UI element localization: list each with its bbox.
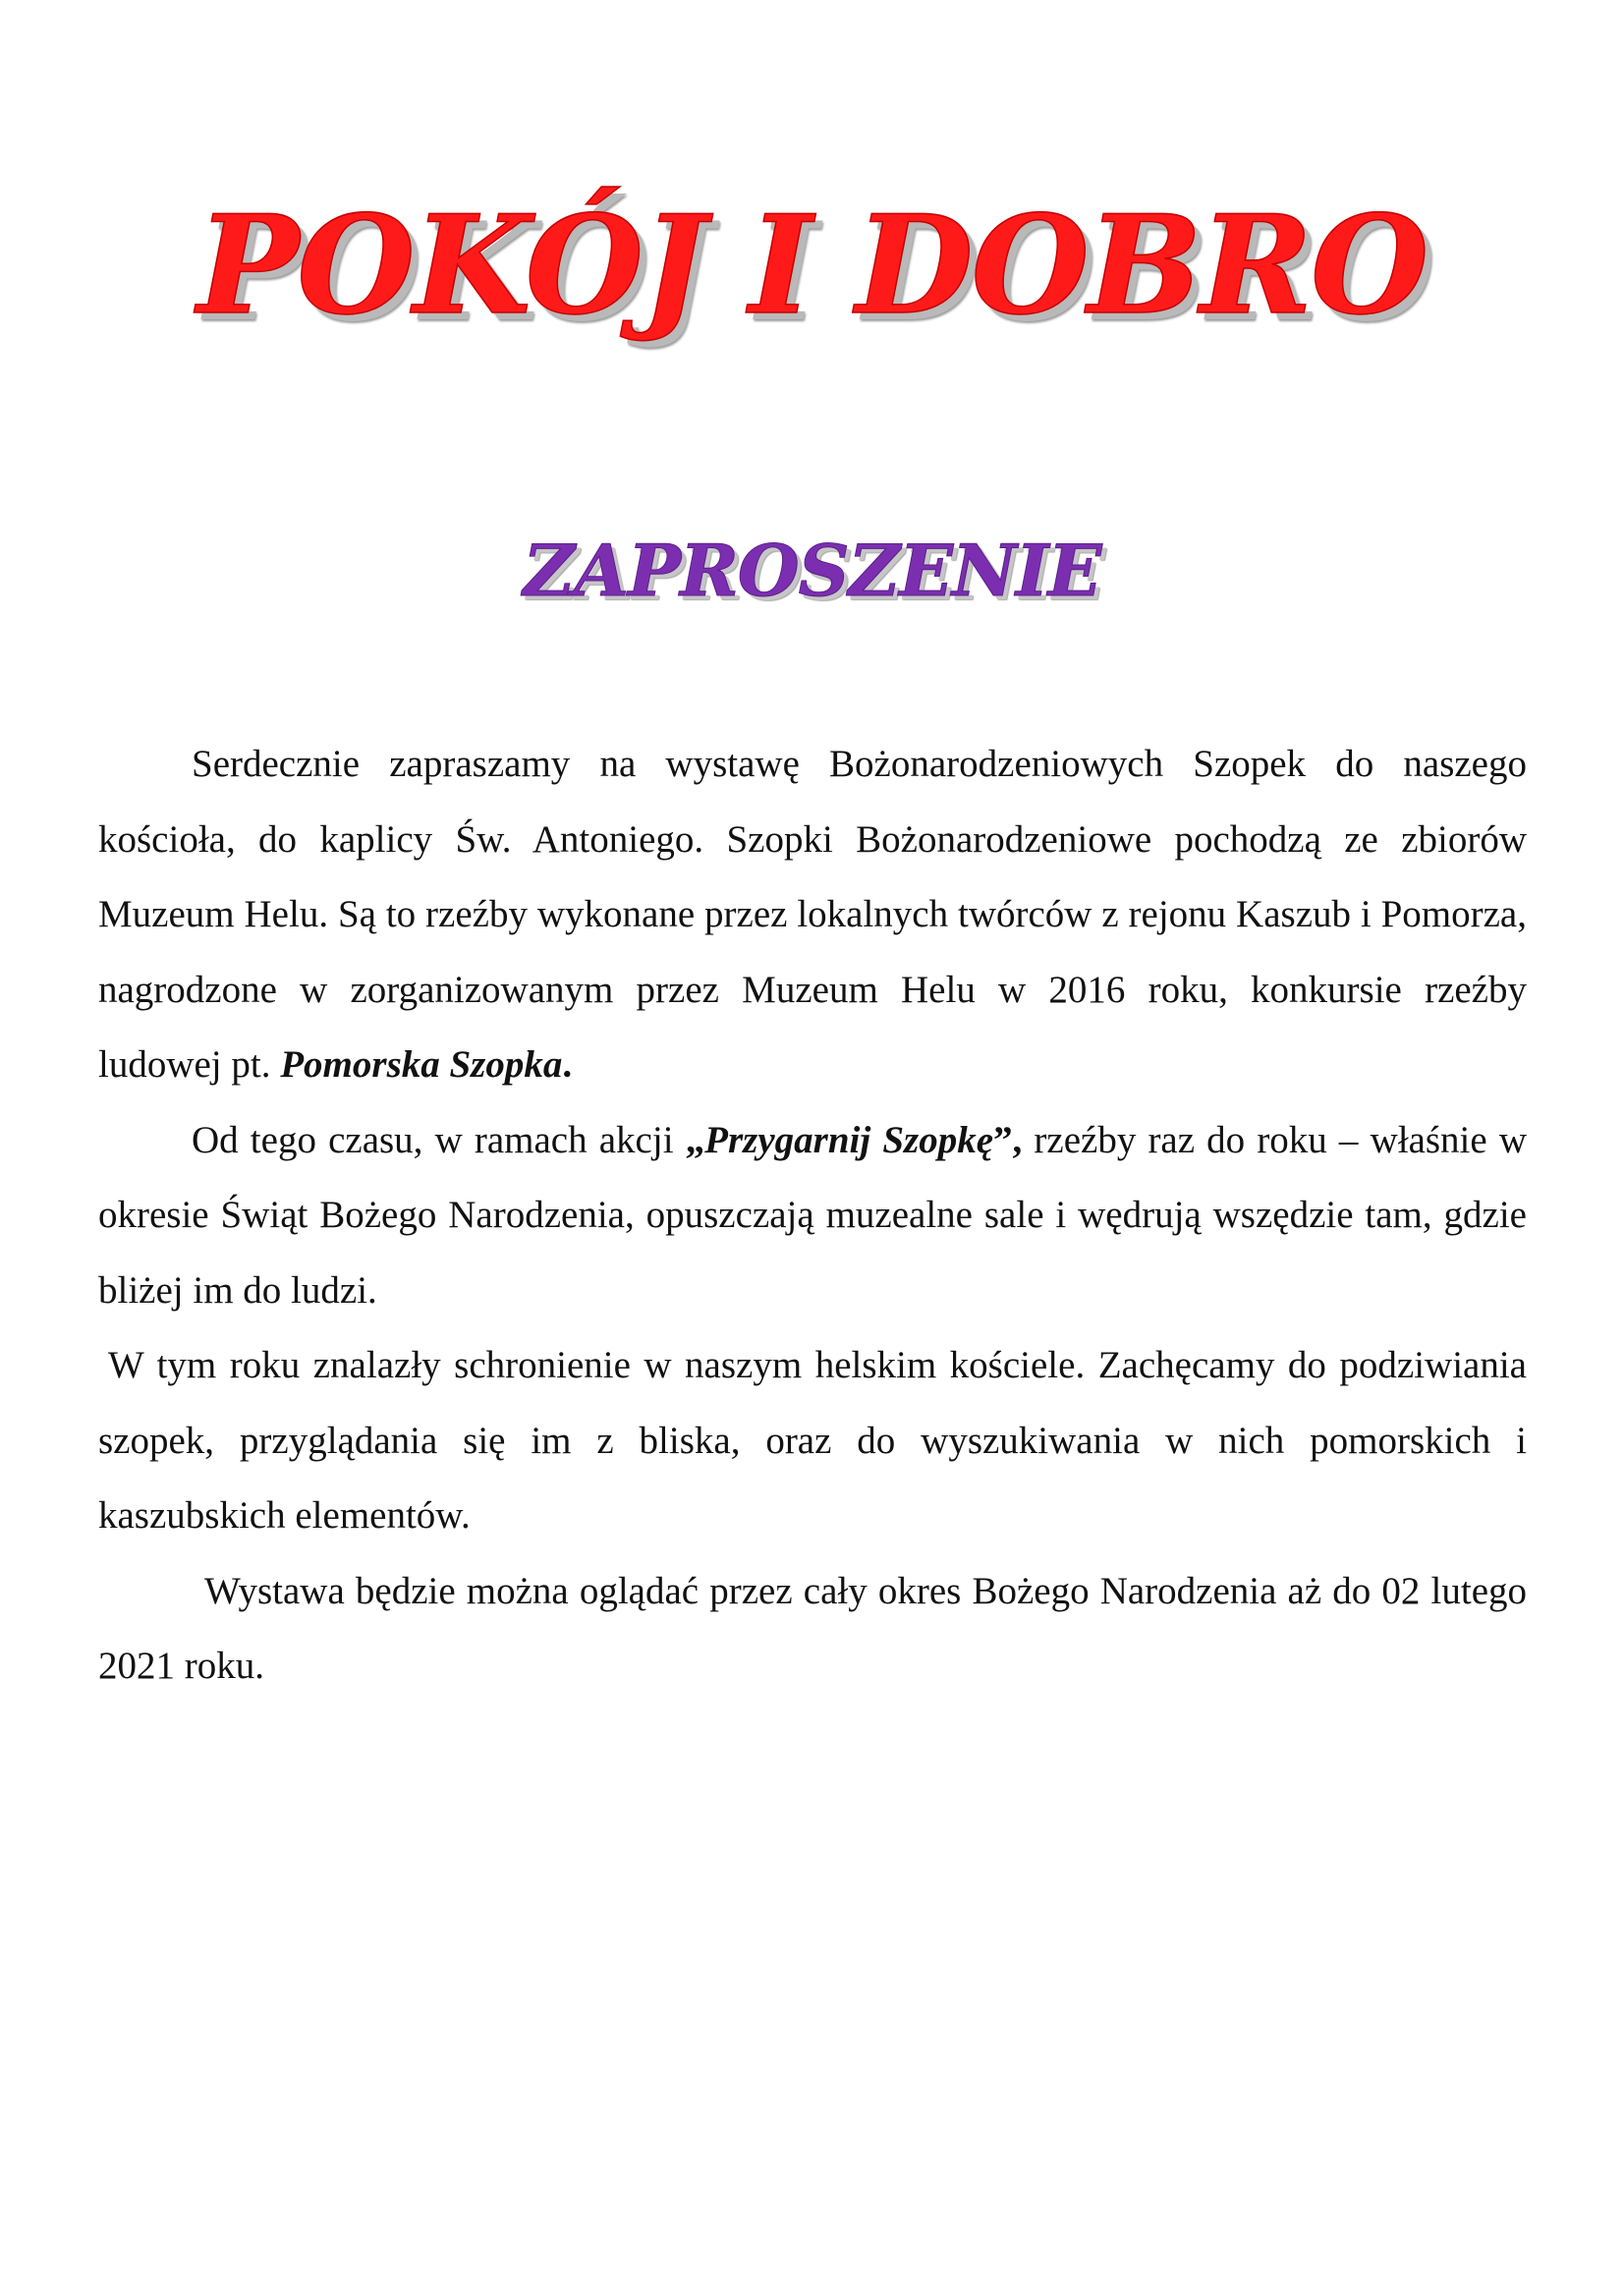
invitation-body	[98, 727, 1527, 1705]
main-title: POKÓJ I DOBRO	[196, 185, 1428, 345]
paragraph-campaign-before: Od tego czasu, w ramach akcji	[192, 1118, 686, 1161]
paragraph-dates: Wystawa będzie można oglądać przez cały okres Bożego Narodzenia aż do 02 lutego 2021 roku.	[98, 1569, 1527, 1687]
campaign-open-quote: „	[685, 1118, 705, 1161]
paragraph-church: W tym roku znalazły schronienie w naszym helskim kościele. Zachęcamy do podziwiania szopek, przyglądania się im z bliska, oraz do wyszukiwania w nich pomorskich i kaszubskich elementów.	[98, 1344, 1527, 1537]
invitation-subtitle: ZAPROSZENIE	[523, 529, 1101, 612]
paragraph-campaign	[98, 1103, 1527, 1329]
paragraph-exhibition-end: .	[562, 1043, 573, 1086]
paragraph-campaign-after: rzeźby raz do roku – właśnie w okresie Świąt Bożego Narodzenia, opuszczają muzealne sale i wędrują wszędzie tam, gdzie bliżej im do ludzi.	[98, 1118, 1527, 1312]
campaign-name: Przygarnij Szopkę	[704, 1118, 994, 1161]
competition-name: Pomorska Szopka	[280, 1043, 563, 1086]
paragraph-exhibition-text: Serdecznie zapraszamy na wystawę Bożonarodzeniowych Szopek do naszego kościoła, do kaplicy Św. Antoniego. Szopki Bożonarodzeniowe pochodzą ze zbiorów Muzeum Helu. Są to rzeźby wykonane przez lokalnych twórców z rejonu Kaszub i Pomorza, nagrodzone w zorganizowanym przez Muzeum Helu w 2016 roku, konkursie rzeźby ludowej pt.	[98, 743, 1527, 1086]
paragraph-exhibition	[98, 727, 1527, 1103]
campaign-close-quote: ”,	[993, 1118, 1023, 1161]
